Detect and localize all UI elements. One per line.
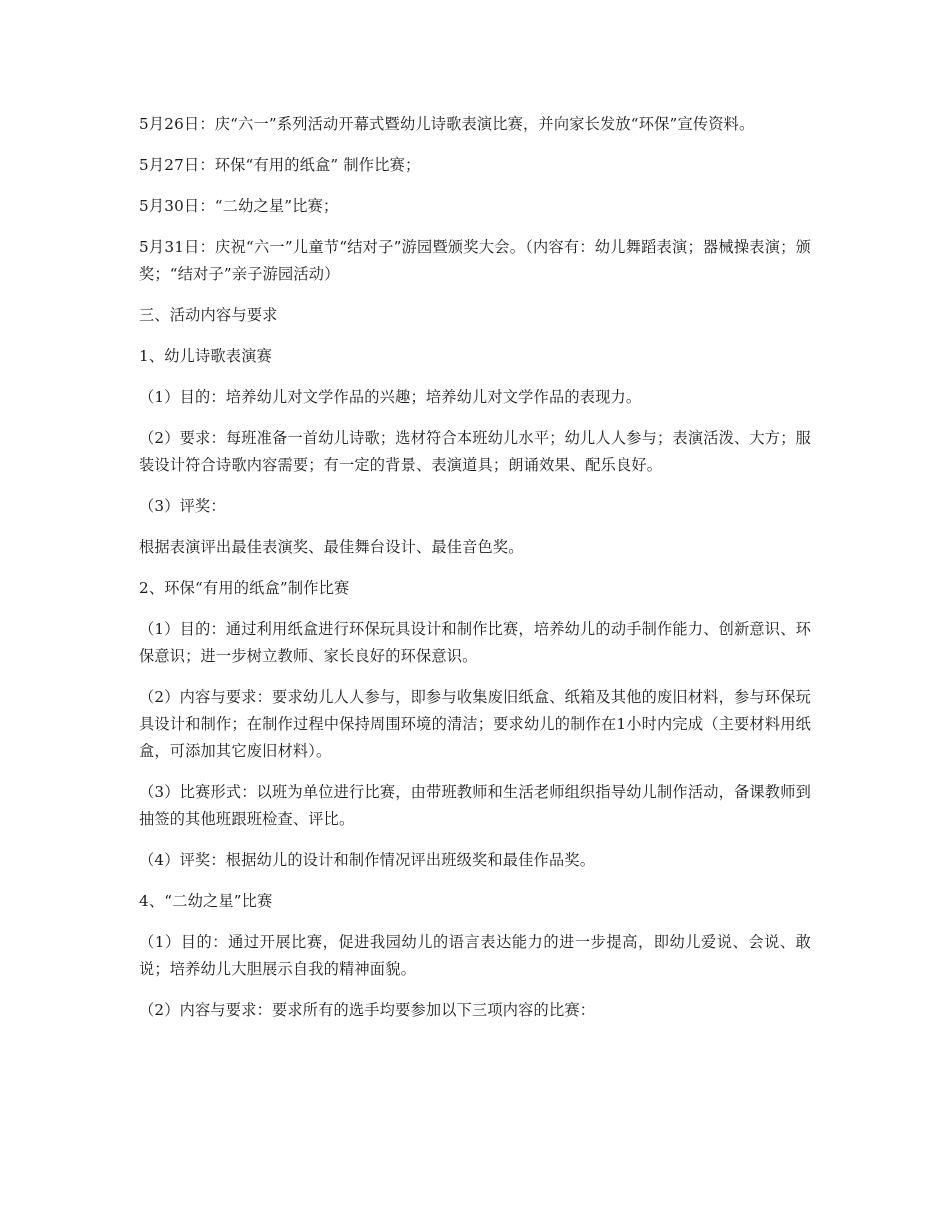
schedule-may-27: 5月27日：环保“有用的纸盒” 制作比赛； xyxy=(139,156,421,174)
subheading-poetry-contest: 1、幼儿诗歌表演赛 xyxy=(139,347,272,365)
carton-format: （3）比赛形式：以班为单位进行比赛，由带班教师和生活老师组织指导幼儿制作活动，备课教师到抽签的其他班跟班检查、评比。 xyxy=(139,783,811,828)
poetry-requirements: （2）要求：每班准备一首幼儿诗歌；选材符合本班幼儿水平；幼儿人人参与；表演活泼、大方；服装设计符合诗歌内容需要；有一定的背景、表演道具；朗诵效果、配乐良好。 xyxy=(139,429,811,474)
star-purpose: （1）目的：通过开展比赛，促进我园幼儿的语言表达能力的进一步提高，即幼儿爱说、会说、敢说；培养幼儿大胆展示自我的精神面貌。 xyxy=(139,933,811,978)
star-requirements: （2）内容与要求：要求所有的选手均要参加以下三项内容的比赛： xyxy=(139,1001,596,1019)
schedule-may-30: 5月30日：“二幼之星”比赛； xyxy=(139,197,339,215)
section-heading-3: 三、活动内容与要求 xyxy=(139,306,278,324)
subheading-star-contest: 4、“二幼之星”比赛 xyxy=(139,892,273,910)
schedule-may-31: 5月31日：庆祝“六一”儿童节“结对子”游园暨颁奖大会。（内容有：幼儿舞蹈表演；器械操表演；颁奖；“结对子”亲子游园活动） xyxy=(139,238,811,283)
poetry-awards-detail: 根据表演评出最佳表演奖、最佳舞台设计、最佳音色奖。 xyxy=(139,538,524,556)
poetry-awards-label: （3）评奖： xyxy=(139,497,226,515)
carton-awards: （4）评奖：根据幼儿的设计和制作情况评出班级奖和最佳作品奖。 xyxy=(139,851,596,869)
subheading-carton-contest: 2、环保“有用的纸盒”制作比赛 xyxy=(139,579,350,597)
schedule-may-26: 5月26日：庆“六一”系列活动开幕式暨幼儿诗歌表演比赛，并向家长发放“环保”宣传资料。 xyxy=(139,115,755,133)
document-body xyxy=(139,111,811,1038)
carton-requirements: （2）内容与要求：要求幼儿人人参与，即参与收集废旧纸盒、纸箱及其他的废旧材料，参与环保玩具设计和制作；在制作过程中保持周围环境的清洁；要求幼儿的制作在1小时内完成（主要材料用纸盒，可添加其它废旧材料）。 xyxy=(139,688,811,760)
carton-purpose: （1）目的：通过利用纸盒进行环保玩具设计和制作比赛，培养幼儿的动手制作能力、创新意识、环保意识；进一步树立教师、家长良好的环保意识。 xyxy=(139,620,811,665)
poetry-purpose: （1）目的：培养幼儿对文学作品的兴趣；培养幼儿对文学作品的表现力。 xyxy=(139,388,642,406)
